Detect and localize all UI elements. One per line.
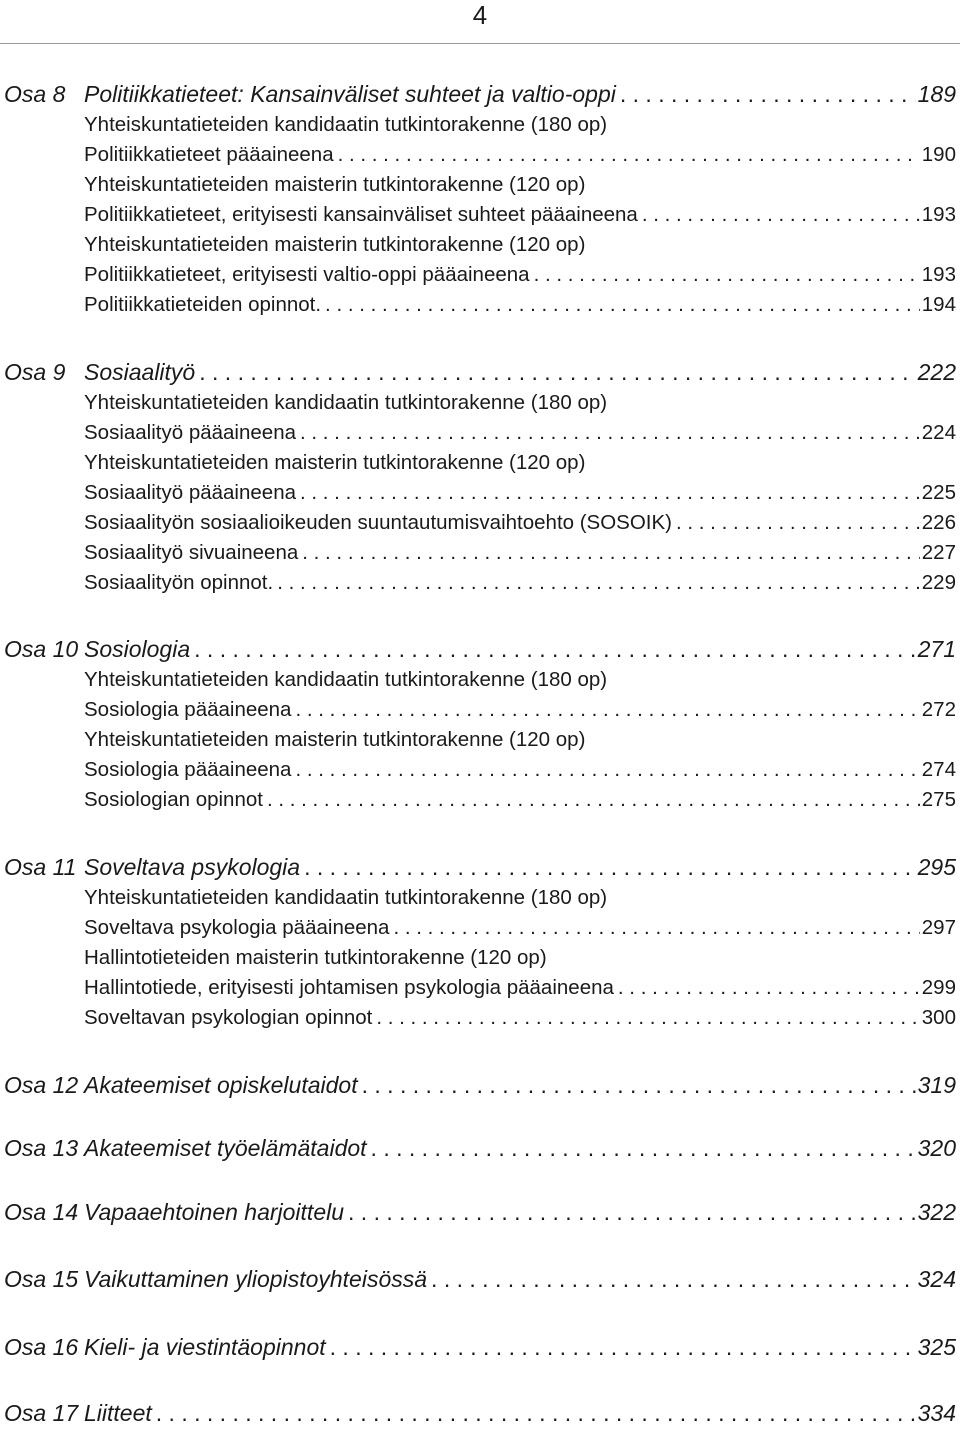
toc-page-number: 272 xyxy=(921,698,956,721)
toc-page-number: 324 xyxy=(917,1266,956,1292)
toc-page-number: 189 xyxy=(917,81,956,107)
toc-page-number: 226 xyxy=(921,511,956,534)
toc-page-number: 334 xyxy=(917,1400,956,1426)
toc-entry-title: Sosiaalityö pääaineena xyxy=(84,421,296,444)
toc-entry-title: Sosiaalityö xyxy=(84,359,196,385)
toc-entry-title: Sosiaalityön opinnot. xyxy=(84,571,274,594)
toc-page-number: 193 xyxy=(921,263,956,286)
toc-entry-title: Politiikkatieteet, erityisesti valtio-oppi pääaineena xyxy=(84,263,530,286)
toc-page-number: 274 xyxy=(921,758,956,781)
toc-section-number: Osa 16 xyxy=(4,1334,79,1360)
dot-leader xyxy=(530,260,920,290)
toc-entry-title: Vaikuttaminen yliopistoyhteisössä xyxy=(84,1266,428,1292)
toc-section-entry[interactable] xyxy=(0,1070,960,1100)
toc-entry-title: Hallintotiede, erityisesti johtamisen psykologia pääaineena xyxy=(84,976,614,999)
toc-subentry[interactable] xyxy=(0,140,960,170)
toc-entry-title: Yhteiskuntatieteiden maisterin tutkintorakenne (120 op) xyxy=(84,451,586,474)
toc-entry-title: Yhteiskuntatieteiden kandidaatin tutkintorakenne (180 op) xyxy=(84,886,608,909)
toc-subentry[interactable] xyxy=(0,755,960,785)
toc-entry-title: Yhteiskuntatieteiden kandidaatin tutkintorakenne (180 op) xyxy=(84,113,608,136)
toc-entry-title: Yhteiskuntatieteiden kandidaatin tutkintorakenne (180 op) xyxy=(84,391,608,414)
dot-leader xyxy=(321,290,920,320)
toc-page-number: 227 xyxy=(921,541,956,564)
toc-subentry[interactable] xyxy=(0,448,960,478)
toc-entry-title: Akateemiset opiskelutaidot xyxy=(84,1072,358,1098)
toc-section-entry[interactable] xyxy=(0,1332,960,1362)
toc-section-number: Osa 8 xyxy=(4,81,66,107)
toc-section-number: Osa 10 xyxy=(4,636,79,662)
toc-entry-title: Yhteiskuntatieteiden maisterin tutkintorakenne (120 op) xyxy=(84,173,586,196)
dot-leader xyxy=(614,973,920,1003)
toc-section-entry[interactable] xyxy=(0,357,960,387)
toc-page-number: 295 xyxy=(917,854,956,880)
toc-entry-title: Politiikkatieteet: Kansainväliset suhteet ja valtio-oppi xyxy=(84,81,616,107)
toc-section-number: Osa 13 xyxy=(4,1135,79,1161)
toc-section-number: Osa 9 xyxy=(4,359,66,385)
dot-leader xyxy=(296,478,920,508)
toc-entry-title: Kieli- ja viestintäopinnot xyxy=(84,1334,326,1360)
dot-leader xyxy=(296,418,920,448)
toc-subentry[interactable] xyxy=(0,170,960,200)
toc-page-number: 300 xyxy=(921,1006,956,1029)
toc-entry-title: Sosiologian opinnot xyxy=(84,788,263,811)
toc-subentry[interactable] xyxy=(0,1003,960,1033)
toc-page-number: 190 xyxy=(921,143,956,166)
toc-page-number: 320 xyxy=(917,1135,956,1161)
dot-leader xyxy=(672,508,920,538)
dot-leader xyxy=(358,1070,916,1100)
toc-subentry[interactable] xyxy=(0,943,960,973)
toc-section-entry[interactable] xyxy=(0,1264,960,1294)
toc-section-entry[interactable] xyxy=(0,1133,960,1163)
toc-page-number: 297 xyxy=(921,916,956,939)
toc-page-number: 224 xyxy=(921,421,956,444)
dot-leader xyxy=(427,1264,916,1294)
toc-section-entry[interactable] xyxy=(0,1197,960,1227)
toc-entry-title: Sosiologia xyxy=(84,636,191,662)
toc-section-entry[interactable] xyxy=(0,79,960,109)
dot-leader xyxy=(344,1197,916,1227)
toc-page-number: 193 xyxy=(921,203,956,226)
dot-leader xyxy=(300,852,916,882)
toc-page-number: 299 xyxy=(921,976,956,999)
toc-subentry[interactable] xyxy=(0,290,960,320)
toc-entry-title: Politiikkatieteet pääaineena xyxy=(84,143,334,166)
toc-entry-title: Akateemiset työelämätaidot xyxy=(84,1135,367,1161)
toc-entry-title: Sosiologia pääaineena xyxy=(84,758,292,781)
toc-subentry[interactable] xyxy=(0,508,960,538)
dot-leader xyxy=(291,695,919,725)
dot-leader xyxy=(195,357,915,387)
toc-subentry[interactable] xyxy=(0,260,960,290)
toc-page-number: 319 xyxy=(917,1072,956,1098)
toc-page-number: 275 xyxy=(921,788,956,811)
dot-leader xyxy=(298,538,920,568)
toc-page-number: 325 xyxy=(917,1334,956,1360)
toc-subentry[interactable] xyxy=(0,883,960,913)
toc-subentry[interactable] xyxy=(0,913,960,943)
toc-subentry[interactable] xyxy=(0,388,960,418)
toc-entry-title: Vapaaehtoinen harjoittelu xyxy=(84,1199,345,1225)
toc-page-number: 222 xyxy=(917,359,956,385)
toc-subentry[interactable] xyxy=(0,973,960,1003)
dot-leader xyxy=(367,1133,916,1163)
toc-entry-title: Sosiologia pääaineena xyxy=(84,698,292,721)
toc-subentry[interactable] xyxy=(0,538,960,568)
toc-subentry[interactable] xyxy=(0,785,960,815)
toc-subentry[interactable] xyxy=(0,418,960,448)
toc-entry-title: Yhteiskuntatieteiden kandidaatin tutkintorakenne (180 op) xyxy=(84,668,608,691)
toc-subentry[interactable] xyxy=(0,665,960,695)
dot-leader xyxy=(263,785,920,815)
toc-page-number: 194 xyxy=(921,293,956,316)
dot-leader xyxy=(152,1398,916,1428)
dot-leader xyxy=(334,140,920,170)
toc-subentry[interactable] xyxy=(0,695,960,725)
toc-subentry[interactable] xyxy=(0,568,960,598)
toc-subentry[interactable] xyxy=(0,725,960,755)
toc-entry-title: Liitteet xyxy=(84,1400,152,1426)
dot-leader xyxy=(190,634,915,664)
toc-subentry[interactable] xyxy=(0,110,960,140)
header-rule xyxy=(0,43,960,44)
toc-section-number: Osa 14 xyxy=(4,1199,79,1225)
dot-leader xyxy=(616,79,916,109)
toc-entry-title: Politiikkatieteiden opinnot. xyxy=(84,293,322,316)
toc-entry-title: Yhteiskuntatieteiden maisterin tutkintorakenne (120 op) xyxy=(84,233,586,256)
toc-page-number: 271 xyxy=(917,636,956,662)
page-number: 4 xyxy=(472,0,488,30)
toc-section-number: Osa 15 xyxy=(4,1266,79,1292)
toc-subentry[interactable] xyxy=(0,230,960,260)
dot-leader xyxy=(372,1003,919,1033)
toc-entry-title: Sosiaalityö sivuaineena xyxy=(84,541,299,564)
toc-section-entry[interactable] xyxy=(0,1398,960,1428)
dot-leader xyxy=(291,755,919,785)
toc-page-number: 322 xyxy=(917,1199,956,1225)
toc-subentry[interactable] xyxy=(0,478,960,508)
toc-entry-title: Yhteiskuntatieteiden maisterin tutkintorakenne (120 op) xyxy=(84,728,586,751)
toc-section-number: Osa 11 xyxy=(4,854,77,880)
dot-leader xyxy=(273,568,920,598)
dot-leader xyxy=(638,200,920,230)
toc-section-entry[interactable] xyxy=(0,852,960,882)
toc-entry-title: Soveltava psykologia pääaineena xyxy=(84,916,390,939)
toc-section-entry[interactable] xyxy=(0,634,960,664)
toc-page-number: 229 xyxy=(921,571,956,594)
toc-entry-title: Sosiaalityö pääaineena xyxy=(84,481,296,504)
toc-entry-title: Sosiaalityön sosiaalioikeuden suuntautumisvaihtoehto (SOSOIK) xyxy=(84,511,672,534)
toc-section-number: Osa 12 xyxy=(4,1072,79,1098)
toc-entry-title: Politiikkatieteet, erityisesti kansainväliset suhteet pääaineena xyxy=(84,203,638,226)
toc-entry-title: Soveltava psykologia xyxy=(84,854,301,880)
toc-entry-title: Soveltavan psykologian opinnot xyxy=(84,1006,373,1029)
dot-leader xyxy=(326,1332,916,1362)
toc-section-number: Osa 17 xyxy=(4,1400,79,1426)
toc-subentry[interactable] xyxy=(0,200,960,230)
toc-page-number: 225 xyxy=(921,481,956,504)
toc-entry-title: Hallintotieteiden maisterin tutkintorakenne (120 op) xyxy=(84,946,547,969)
dot-leader xyxy=(389,913,919,943)
